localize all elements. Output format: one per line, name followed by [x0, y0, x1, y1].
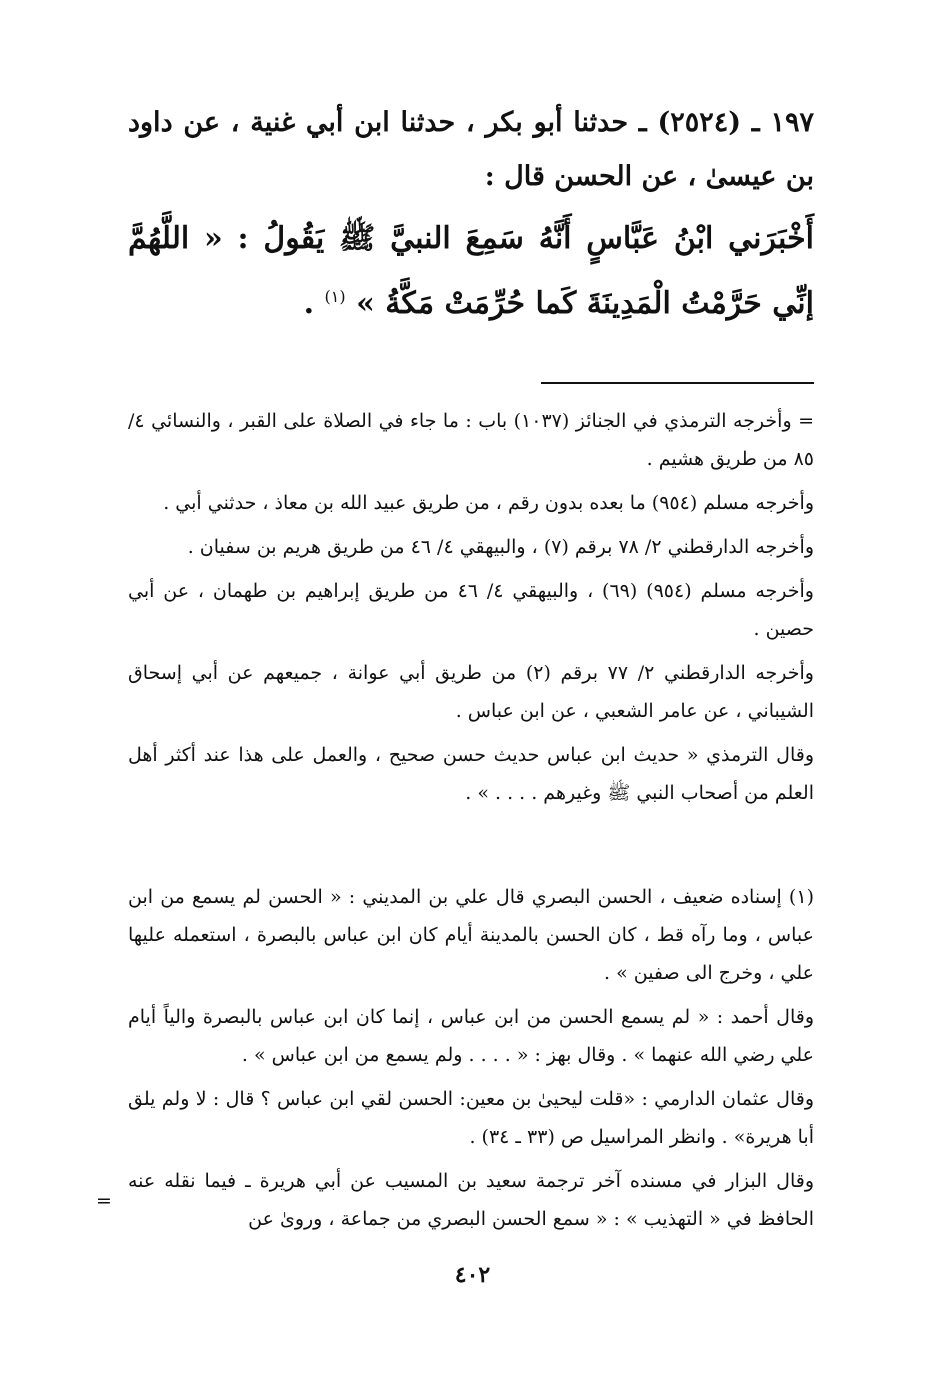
footnote-paragraph: وقال أحمد : « لم يسمع الحسن من ابن عباس ، إنما كان ابن عباس بالبصرة والياً أيام علي رضي الله عنهما » . وقال بهز : « . . . . ولم يسمع من ابن عباس » . [128, 1006, 814, 1066]
footnote-separator [541, 382, 814, 384]
note-paragraph: وأخرجه مسلم (٩٥٤) ما بعده بدون رقم ، من طريق عبيد الله بن معاذ ، حدثني أبي . [163, 492, 814, 514]
footnote-paragraph: وقال البزار في مسنده آخر ترجمة سعيد بن المسيب عن أبي هريرة ـ فيما نقله عنه الحافظ في « التهذيب » : « سمع الحسن البصري من جماعة ، وروىٰ عن [128, 1170, 814, 1230]
hadith-text-block [128, 210, 814, 333]
continued-notes [128, 402, 814, 818]
note-paragraph: وقال الترمذي « حديث ابن عباس حديث حسن صحيح ، والعمل على هذا عند أكثر أهل العلم من أصحاب النبي ﷺ وغيرهم . . . . » . [128, 744, 814, 804]
note-paragraph: وأخرجه مسلم (٩٥٤) (٦٩) ، والبيهقي ٤/ ٤٦ من طريق إبراهيم بن طهمان ، عن أبي حصين . [128, 580, 814, 640]
footnote-paragraph: وقال عثمان الدارمي : «قلت ليحيىٰ بن معين: الحسن لقي ابن عباس ؟ قال : لا ولم يلق أبا هريرة» . وانظر المراسيل ص (٣٣ ـ ٣٤) . [128, 1088, 814, 1148]
hadith-header-text: ١٩٧ ـ (٢٥٢٤) ـ حدثنا أبو بكر ، حدثنا ابن أبي غنية ، عن داود بن عيسىٰ ، عن الحسن قال : [128, 107, 814, 192]
footnote-reference: (١) [324, 287, 346, 306]
continuation-mark: = [96, 1190, 112, 1212]
footnote-paragraph: (١) إسناده ضعيف ، الحسن البصري قال علي بن المديني : « الحسن لم يسمع من ابن عباس ، وما رآه قط ، كان الحسن بالمدينة أيام كان ابن عباس بالبصرة ، استعمله عليها علي ، وخرج الى صفين » . [128, 886, 814, 984]
note-paragraph: = وأخرجه الترمذي في الجنائز (١٠٣٧) باب : ما جاء في الصلاة على القبر ، والنسائي ٤/ ٨٥ من طريق هشيم . [128, 410, 815, 470]
note-paragraph: وأخرجه الدارقطني ٢/ ٧٨ برقم (٧) ، والبيهقي ٤/ ٤٦ من طريق هريم بن سفيان . [187, 536, 814, 558]
note-paragraph: وأخرجه الدارقطني ٢/ ٧٧ برقم (٢) من طريق أبي عوانة ، جميعهم عن أبي إسحاق الشيباني ، عن عامر الشعبي ، عن ابن عباس . [128, 662, 814, 722]
page-number: ٤٠٢ [454, 1262, 491, 1288]
footnotes [128, 878, 814, 1244]
hadith-end-dot: . [303, 286, 315, 321]
hadith-matn: أَخْبَرَني ابْنُ عَبَّاسٍ أَنَّهُ سَمِعَ النبيَّ ﷺ يَقُولُ : « اللَّهُمَّ إنِّي حَرَّمْتُ الْمَدِينَةَ كَما حُرِّمَتْ مَكَّةُ » [128, 221, 814, 321]
hadith-header [128, 96, 814, 204]
